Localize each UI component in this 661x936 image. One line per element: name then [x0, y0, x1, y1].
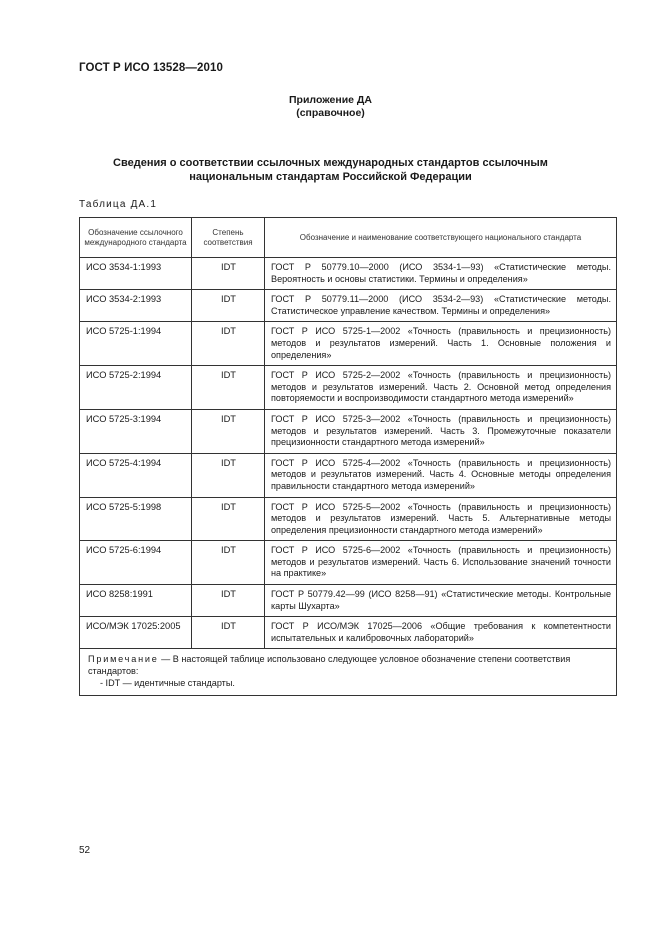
table-caption: Таблица ДА.1 [79, 199, 158, 210]
table-row [80, 497, 617, 541]
national-standard-cell: ГОСТ Р ИСО 5725-3—2002 «Точность (правильность и прецизионность) методов и результатов измерений. Часть 3. Промежуточные показатели прецизионности стандартного метода измерений» [265, 409, 617, 453]
intl-standard-cell: ИСО 5725-2:1994 [80, 366, 192, 410]
degree-cell: IDT [192, 290, 265, 322]
table-row [80, 541, 617, 585]
degree-cell: IDT [192, 322, 265, 366]
note-text: — В настоящей таблице использовано следующее условное обозначение степени соответствия стандартов: [88, 654, 571, 677]
degree-cell: IDT [192, 585, 265, 617]
degree-cell: IDT [192, 258, 265, 290]
table-row [80, 258, 617, 290]
appendix-heading [0, 94, 661, 120]
column-header-national: Обозначение и наименование соответствующего национального стандарта [265, 218, 617, 258]
table-row [80, 585, 617, 617]
intl-standard-cell: ИСО 3534-2:1993 [80, 290, 192, 322]
intl-standard-cell: ИСО 5725-6:1994 [80, 541, 192, 585]
table-header-row [80, 218, 617, 258]
table-row [80, 290, 617, 322]
national-standard-cell: ГОСТ Р ИСО 5725-1—2002 «Точность (правильность и прецизионность) методов и результатов измерений. Часть 1. Основные положения и определения» [265, 322, 617, 366]
appendix-subtitle: (справочное) [296, 107, 365, 119]
table-row [80, 409, 617, 453]
intl-standard-cell: ИСО 5725-3:1994 [80, 409, 192, 453]
page-number: 52 [79, 845, 91, 856]
table-note [80, 649, 617, 696]
intl-standard-cell: ИСО 5725-1:1994 [80, 322, 192, 366]
degree-cell: IDT [192, 453, 265, 497]
national-standard-cell: ГОСТ Р 50779.10—2000 (ИСО 3534-1—93) «Статистические методы. Вероятность и основы статистики. Термины и определения» [265, 258, 617, 290]
national-standard-cell: ГОСТ Р ИСО 5725-4—2002 «Точность (правильность и прецизионность) методов и результатов измерений. Часть 4. Основные методы определения правильности стандартного метода измерений» [265, 453, 617, 497]
intl-standard-cell: ИСО 3534-1:1993 [80, 258, 192, 290]
table-row [80, 453, 617, 497]
table-row [80, 366, 617, 410]
note-label: Примечание [88, 654, 159, 665]
appendix-title: Приложение ДА [289, 94, 372, 106]
intl-standard-cell: ИСО 8258:1991 [80, 585, 192, 617]
intl-standard-cell: ИСО 5725-5:1998 [80, 497, 192, 541]
intl-standard-cell: ИСО/МЭК 17025:2005 [80, 617, 192, 649]
degree-cell: IDT [192, 617, 265, 649]
table-note-row [80, 649, 617, 696]
national-standard-cell: ГОСТ Р 50779.11—2000 (ИСО 3534-2—93) «Статистические методы. Статистическое управление качеством. Термины и определения» [265, 290, 617, 322]
column-header-intl: Обозначение ссылочного международного стандарта [80, 218, 192, 258]
national-standard-cell: ГОСТ Р ИСО 5725-6—2002 «Точность (правильность и прецизионность) методов и результатов измерений. Часть 6. Использование значений точности на практике» [265, 541, 617, 585]
table-row [80, 617, 617, 649]
degree-cell: IDT [192, 366, 265, 410]
section-heading: Сведения о соответствии ссылочных международных стандартов ссылочным национальным стандартам Российской Федерации [113, 157, 548, 183]
degree-cell: IDT [192, 497, 265, 541]
degree-cell: IDT [192, 409, 265, 453]
national-standard-cell: ГОСТ Р ИСО 5725-2—2002 «Точность (правильность и прецизионность) методов и результатов измерений. Часть 2. Основной метод определения повторяемости и воспроизводимости стандартного метода измерений» [265, 366, 617, 410]
correspondence-table [79, 217, 617, 696]
document-code: ГОСТ Р ИСО 13528—2010 [79, 62, 224, 74]
intl-standard-cell: ИСО 5725-4:1994 [80, 453, 192, 497]
national-standard-cell: ГОСТ Р ИСО/МЭК 17025—2006 «Общие требования к компетентности испытательных и калибровочных лабораторий» [265, 617, 617, 649]
national-standard-cell: ГОСТ Р ИСО 5725-5—2002 «Точность (правильность и прецизионность) методов и результатов измерений. Часть 5. Альтернативные методы определения прецизионности стандартного метода измерений» [265, 497, 617, 541]
note-item: - IDT — идентичные стандарты. [100, 677, 235, 688]
table-row [80, 322, 617, 366]
national-standard-cell: ГОСТ Р 50779.42—99 (ИСО 8258—91) «Статистические методы. Контрольные карты Шухарта» [265, 585, 617, 617]
column-header-degree: Степень соответствия [192, 218, 265, 258]
degree-cell: IDT [192, 541, 265, 585]
